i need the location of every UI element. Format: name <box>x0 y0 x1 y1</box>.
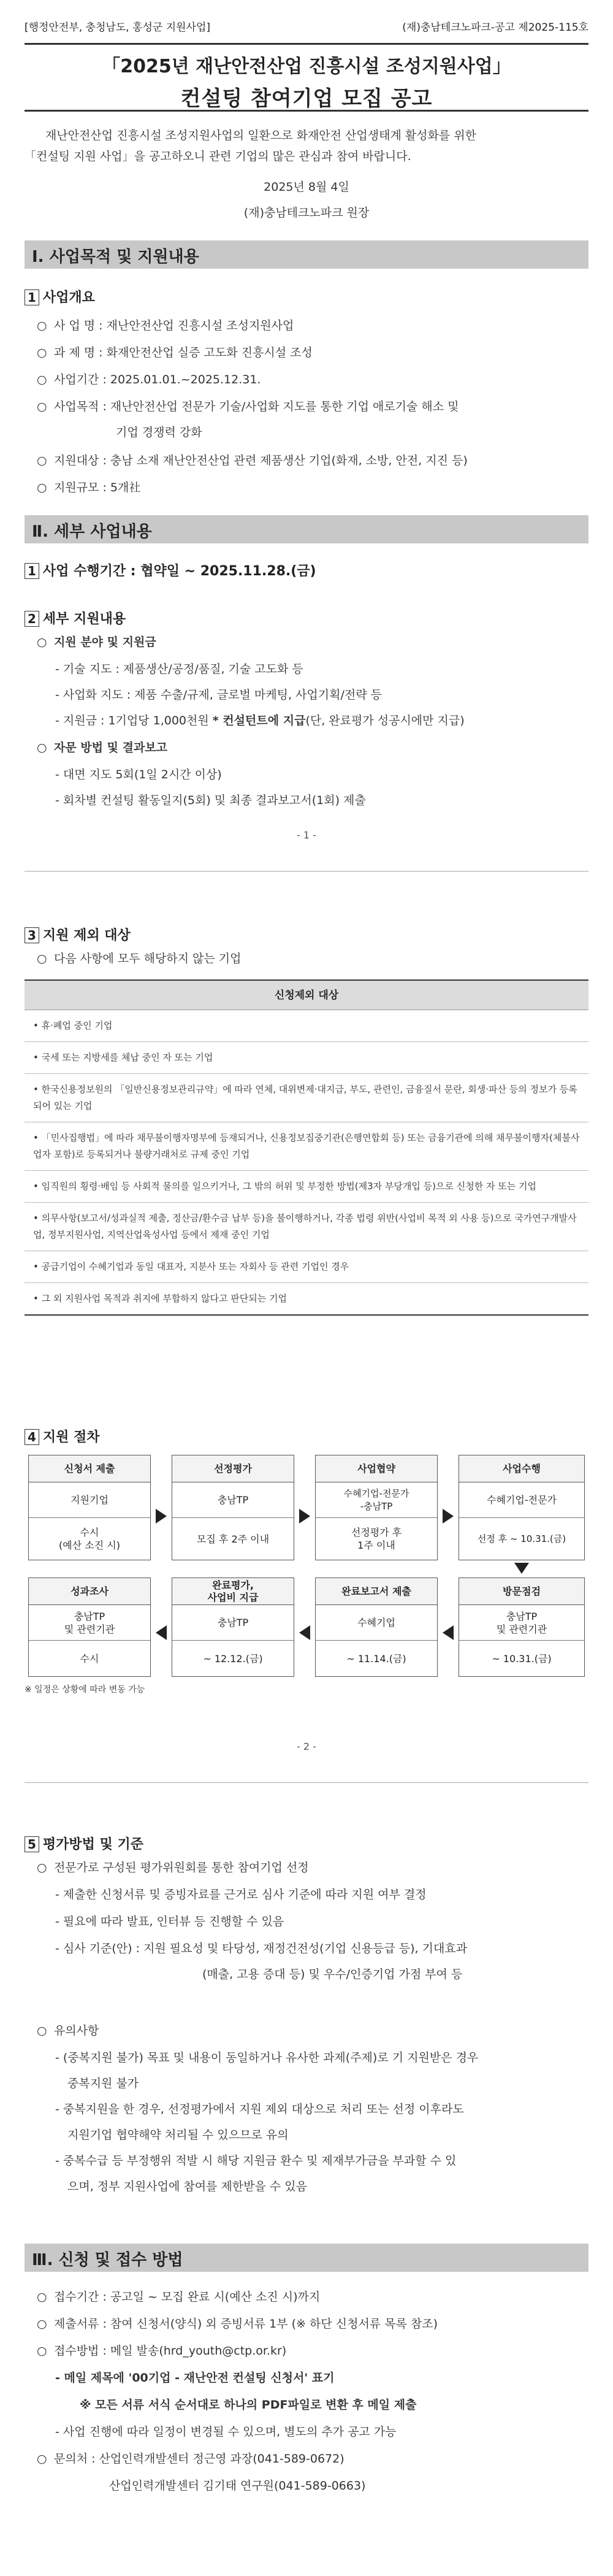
process-step-head: 신청서 제출 <box>29 1455 150 1482</box>
overview-item: ○ 지원규모 : 5개社 <box>37 481 141 494</box>
eval-lead: ○ 전문가로 구성된 평가위원회를 통한 참여기업 선정 <box>37 1861 309 1874</box>
notice-item: - (중복지원 불가) 목표 및 내용이 동일하거나 유사한 과제(주제)로 기 지원받은 경우 <box>55 2051 479 2064</box>
notice-item-cont: 중복지원 불가 <box>67 2077 139 2090</box>
section2-sub3: 3 지원 제외 대상 <box>25 925 131 944</box>
process-step-survey: 성과조사 충남TP 및 관련기관 수시 <box>28 1577 151 1677</box>
section3-title: Ⅲ. 신청 및 접수 방법 <box>25 2244 588 2272</box>
section1-title: Ⅰ. 사업목적 및 지원내용 <box>25 240 588 269</box>
notice-item-cont: 지원기업 협약해약 처리될 수 있으므로 유의 <box>67 2128 289 2142</box>
process-step-cell: 지원기업 <box>29 1482 150 1518</box>
overview-item: ○ 과 제 명 : 화재안전산업 실증 고도화 진흥시설 조성 <box>37 346 313 359</box>
arrow-left-icon <box>443 1625 454 1640</box>
exclude-table <box>25 979 588 1316</box>
circle-bullet-icon: ○ <box>37 2344 47 2358</box>
circle-bullet-icon: ○ <box>37 373 47 386</box>
intro-date: 2025년 8월 4일 <box>264 180 349 194</box>
overview-item: ○ 사업목적 : 재난안전산업 전문가 기술/사업화 지도를 통한 기업 애로기술 해소 및 <box>37 400 459 413</box>
apply-item: ○ 제출서류 : 참여 신청서(양식) 외 증빙서류 1부 (※ 하단 신청서류 목록 참조) <box>37 2317 438 2331</box>
arrow-left-icon <box>156 1625 167 1640</box>
overview-item: ○ 지원대상 : 충남 소재 재난안전산업 관련 제품생산 기업(화재, 소방, 안전, 지진 등) <box>37 454 468 467</box>
support-area-title: ○ 지원 분야 및 지원금 <box>37 635 156 649</box>
process-step-cell: 수시 (예산 소진 시) <box>59 1527 120 1551</box>
arrow-down-icon <box>514 1563 529 1574</box>
page-number: - 2 - <box>297 1741 316 1752</box>
sub-label: 사업개요 <box>42 290 95 305</box>
exclude-table-row: • 한국신용정보원의 「일반신용정보관리규약」에 따라 연체, 대위변제·대지급, 부도, 관련인, 금융질서 문란, 회생·파산 등의 정보가 등록되어 있는 기업 <box>25 1074 588 1122</box>
arrow-left-icon <box>299 1625 310 1640</box>
intro-line1: 재난안전산업 진흥시설 조성지원사업의 일환으로 화재안전 산업생태계 활성화를 위한 <box>45 129 477 142</box>
exclude-table-row: • 휴·폐업 중인 기업 <box>25 1010 588 1042</box>
notice-lead: ○ 유의사항 <box>37 2024 99 2037</box>
contact-item: ○ 문의처 : 산업인력개발센터 정근영 과장(041-589-0672) <box>37 2452 345 2466</box>
eval-item: - 제출한 신청서류 및 증빙자료를 근거로 심사 기준에 따라 지원 여부 결정 <box>55 1888 427 1901</box>
eval-item: - 필요에 따라 발표, 인터뷰 등 진행할 수 있음 <box>55 1915 284 1928</box>
circle-bullet-icon: ○ <box>37 400 47 413</box>
eval-item: - 심사 기준(안) : 지원 필요성 및 타당성, 재정건전성(기업 신용등급 등), 기대효과 <box>55 1942 468 1955</box>
section2-title: Ⅱ. 세부 사업내용 <box>25 515 588 543</box>
apply-item: ○ 접수방법 : 메일 발송(hrd_youth@ctp.or.kr) <box>37 2344 287 2358</box>
method-item: - 회차별 컨설팅 활동일지(5회) 및 최종 결과보고서(1회) 제출 <box>55 794 366 807</box>
circle-bullet-icon: ○ <box>37 741 47 754</box>
schedule-note: - 사업 진행에 따라 일정이 변경될 수 있으며, 별도의 추가 공고 가능 <box>55 2425 397 2439</box>
intro-line2: 「컨설팅 지원 사업」을 공고하오니 관련 기업의 많은 관심과 참여 바랍니다. <box>25 150 411 163</box>
title-box <box>25 43 588 112</box>
intro-org: (재)충남테크노파크 원장 <box>243 206 370 220</box>
notice-item: - 중복지원을 한 경우, 선정평가에서 지원 제외 대상으로 처리 또는 선정 이후라도 <box>55 2103 464 2116</box>
exclude-table-row: • 국세 또는 지방세를 체납 중인 자 또는 기업 <box>25 1042 588 1074</box>
notice-item: - 중복수급 등 부정행위 적발 시 해당 지원금 환수 및 제재부가금을 부과할 수 있 <box>55 2154 457 2168</box>
circle-bullet-icon: ○ <box>37 2290 47 2304</box>
circle-bullet-icon: ○ <box>37 481 47 494</box>
mail-note: ※ 모든 서류 서식 순서대로 하나의 PDF파일로 변환 후 메일 제출 <box>80 2398 417 2412</box>
mail-subject-rule: - 메일 제목에 '00기업 - 재난안전 컨설팅 신청서' 표기 <box>55 2371 335 2385</box>
process-step-final-eval: 완료평가, 사업비 지급 충남TP ~ 12.12.(금) <box>172 1577 294 1677</box>
process-step-inspection: 방문점검 충남TP 및 관련기관 ~ 10.31.(금) <box>459 1577 585 1677</box>
apply-item: ○ 접수기간 : 공고일 ~ 모집 완료 시(예산 소진 시)까지 <box>37 2290 321 2304</box>
page-number: - 1 - <box>297 829 316 841</box>
page-divider <box>25 1782 588 1783</box>
circle-bullet-icon: ○ <box>37 319 47 332</box>
eval-item-cont: (매출, 고용 증대 등) 및 우수/인증기업 가점 부여 등 <box>202 1968 463 1981</box>
process-step-apply <box>28 1455 151 1560</box>
circle-bullet-icon: ○ <box>37 635 47 649</box>
support-area-item: - 사업화 지도 : 제품 수출/규제, 글로벌 마케팅, 사업기획/전략 등 <box>55 688 382 702</box>
process-step-report: 완료보고서 제출 수혜기업 ~ 11.14.(금) <box>315 1577 438 1677</box>
notice-item-cont: 으며, 정부 지원사업에 참여를 제한받을 수 있음 <box>67 2180 308 2193</box>
arrow-right-icon <box>299 1509 310 1524</box>
header-agency: [행정안전부, 충청남도, 홍성군 지원사업] <box>25 21 211 34</box>
contact-item-cont: 산업인력개발센터 김기태 연구원(041-589-0663) <box>109 2479 366 2493</box>
circle-bullet-icon: ○ <box>37 2317 47 2331</box>
section2-sub4: 4 지원 절차 <box>25 1427 100 1446</box>
process-step-selection: 선정평가 충남TP 모집 후 2주 이내 <box>172 1455 294 1560</box>
header-notice-number: (재)충남테크노파크-공고 제2025-115호 <box>402 21 588 34</box>
circle-bullet-icon: ○ <box>37 2452 47 2466</box>
method-title: ○ 자문 방법 및 결과보고 <box>37 741 168 754</box>
exclude-lead: ○ 다음 사항에 모두 해당하지 않는 기업 <box>37 952 242 965</box>
exclude-table-header: 신청제외 대상 <box>25 981 588 1010</box>
section2-sub5: 5 평가방법 및 기준 <box>25 1834 143 1853</box>
arrow-right-icon <box>156 1509 167 1524</box>
overview-item-cont: 기업 경쟁력 강화 <box>116 426 202 439</box>
overview-item: ○ 사업기간 : 2025.01.01.~2025.12.31. <box>37 373 261 386</box>
title-line1: 「2025년 재난안전산업 진흥시설 조성지원사업」 <box>102 56 511 77</box>
circle-bullet-icon: ○ <box>37 2024 47 2037</box>
section1-sub1 <box>25 287 95 306</box>
process-step-agreement: 사업협약 수혜기업-전문가 -충남TP 선정평가 후 1주 이내 <box>315 1455 438 1560</box>
section2-sub1: 1 사업 수행기간 : 협약일 ~ 2025.11.28.(금) <box>25 561 316 580</box>
process-note: ※ 일정은 상황에 따라 변동 가능 <box>25 1685 145 1695</box>
sub-number: 1 <box>25 289 39 305</box>
support-area-item: - 기술 지도 : 제품생산/공정/품질, 기술 고도화 등 <box>55 662 303 676</box>
page-title: 컨설팅 참여기업 모집 공고 <box>180 86 433 111</box>
process-step-execution: 사업수행 수혜기업-전문가 선정 후 ~ 10.31.(금) <box>459 1455 585 1560</box>
circle-bullet-icon: ○ <box>37 952 47 965</box>
overview-item: ○ 사 업 명 : 재난안전산업 진흥시설 조성지원사업 <box>37 319 294 332</box>
support-area-item: - 지원금 : 1기업당 1,000천원 * 컨설턴트에 지급(단, 완료평가 성공시에만 지급) <box>55 714 465 727</box>
exclude-table-row: • 그 외 지원사업 목적과 취지에 부합하지 않다고 판단되는 기업 <box>33 1293 287 1304</box>
page-divider <box>25 871 588 872</box>
section2-sub2: 2 세부 지원내용 <box>25 608 126 627</box>
arrow-right-icon <box>443 1509 454 1524</box>
exclude-table-row: • 공급기업이 수혜기업과 동일 대표자, 지분사 또는 자회사 등 관련 기업인 경우 <box>25 1251 588 1283</box>
circle-bullet-icon: ○ <box>37 454 47 467</box>
exclude-table-row: • 임직원의 횡령·배임 등 사회적 물의를 일으키거나, 그 밖의 허위 및 부정한 방법(제3자 부당개입 등)으로 신청한 자 또는 기업 <box>25 1171 588 1203</box>
exclude-table-row: • 「민사집행법」에 따라 채무불이행자명부에 등재되거나, 신용정보집중기관(은행연합회 등) 또는 금융기관에 의해 채무불이행자(체불사업자 포함)로 등록되거나 불량거래처로 규제 중인 기업 <box>25 1122 588 1171</box>
circle-bullet-icon: ○ <box>37 1861 47 1874</box>
circle-bullet-icon: ○ <box>37 346 47 359</box>
exclude-table-row: • 의무사항(보고서/성과실적 제출, 정산금/환수금 납부 등)을 불이행하거나, 각종 법령 위반(사업비 목적 외 사용 등)으로 국가연구개발사업, 정부지원사업, 지역산업육성사업 등에서 제재 중인 기업 <box>25 1203 588 1251</box>
method-item: - 대면 지도 5회(1일 2시간 이상) <box>55 768 222 781</box>
